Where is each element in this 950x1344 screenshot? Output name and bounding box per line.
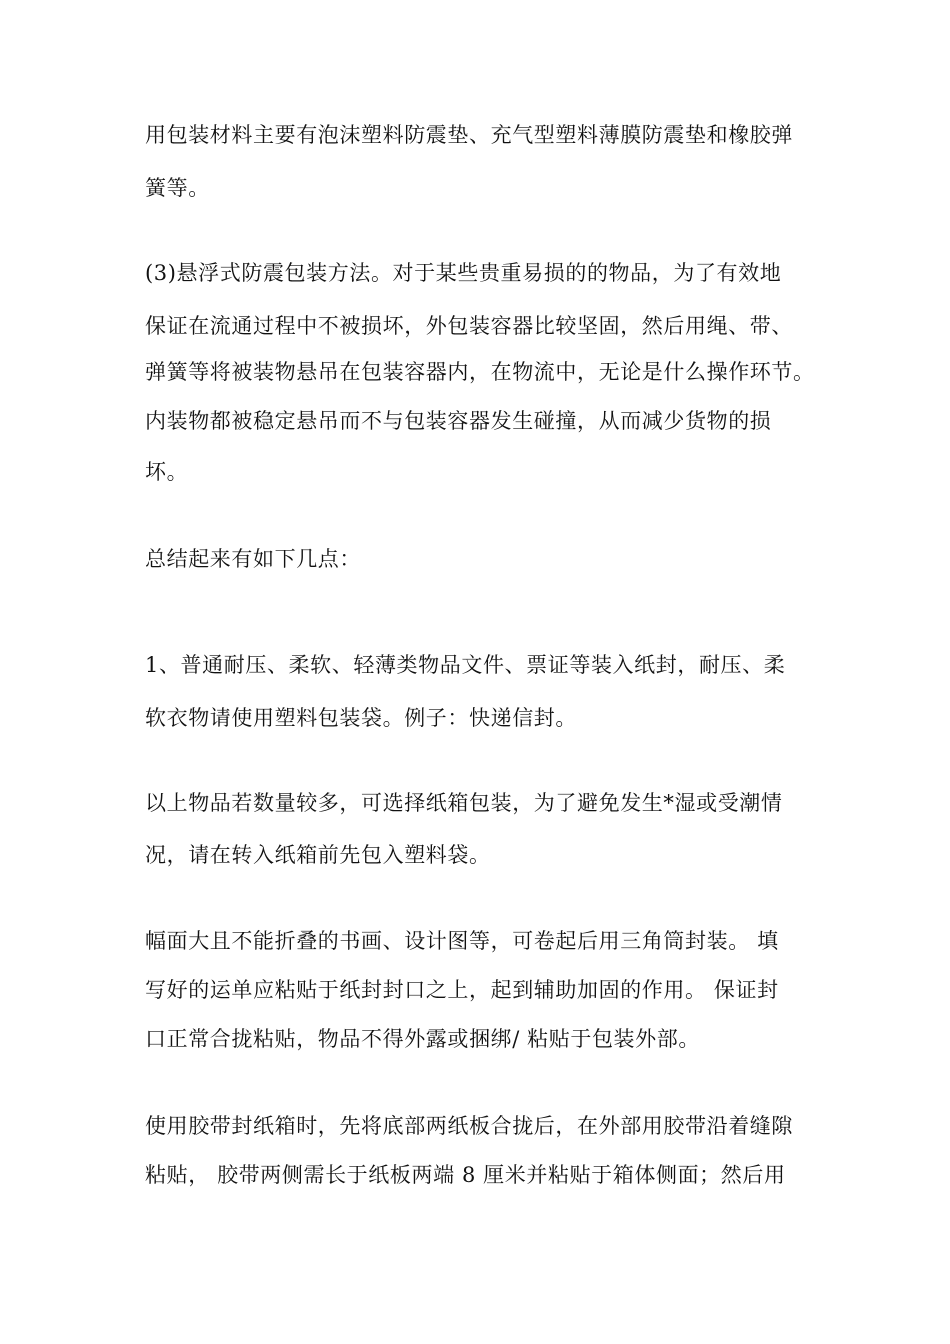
paragraph-2-line-1: (3)悬浮式防震包装方法。对于某些贵重易损的的物品，为了有效地	[145, 261, 782, 285]
paragraph-6-line-1: 幅面大且不能折叠的书画、设计图等，可卷起后用三角筒封装。 填	[145, 929, 779, 953]
paragraph-2-line-4: 内装物都被稳定悬吊而不与包装容器发生碰撞，从而减少货物的损	[145, 409, 772, 433]
paragraph-2-line-2: 保证在流通过程中不被损坏，外包装容器比较坚固，然后用绳、带、	[145, 314, 793, 338]
paragraph-3-line-1: 总结起来有如下几点：	[145, 547, 361, 571]
paragraph-2-line-3: 弹簧等将被装物悬吊在包装容器内，在物流中，无论是什么操作环节。	[145, 360, 815, 384]
paragraph-4-line-2: 软衣物请使用塑料包装袋。例子：快递信封。	[145, 706, 577, 730]
paragraph-5-line-2: 况，请在转入纸箱前先包入塑料袋。	[145, 843, 491, 867]
paragraph-6-line-3: 口正常合拢粘贴，物品不得外露或捆绑/ 粘贴于包装外部。	[145, 1027, 700, 1051]
paragraph-1-line-2: 簧等。	[145, 176, 210, 200]
paragraph-7-line-1: 使用胶带封纸箱时，先将底部两纸板合拢后，在外部用胶带沿着缝隙	[145, 1114, 793, 1138]
paragraph-1-line-1: 用包装材料主要有泡沫塑料防震垫、充气型塑料薄膜防震垫和橡胶弹	[145, 123, 793, 147]
paragraph-7-line-2: 粘贴， 胶带两侧需长于纸板两端 8 厘米并粘贴于箱体侧面；然后用	[145, 1163, 786, 1187]
paragraph-6-line-2: 写好的运单应粘贴于纸封封口之上，起到辅助加固的作用。 保证封	[145, 978, 779, 1002]
paragraph-2-line-5: 坏。	[145, 460, 189, 484]
paragraph-4-line-1: 1、普通耐压、柔软、轻薄类物品文件、票证等装入纸封，耐压、柔	[145, 653, 786, 677]
paragraph-5-line-1: 以上物品若数量较多，可选择纸箱包装，为了避免发生*湿或受潮情	[145, 791, 783, 815]
